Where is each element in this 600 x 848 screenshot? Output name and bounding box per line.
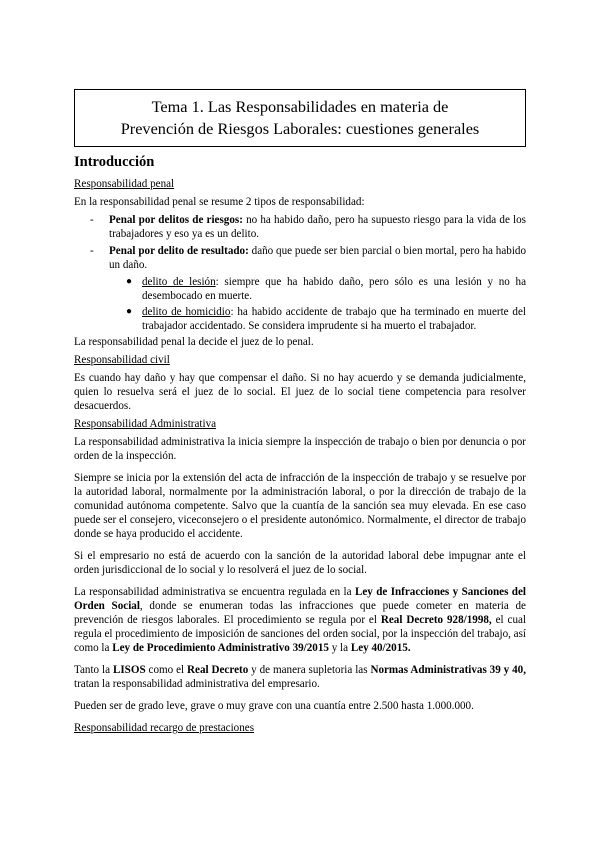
penal-heading: Responsabilidad penal xyxy=(74,178,175,190)
admin-p5-text-c: como el xyxy=(145,664,188,676)
recargo-heading: Responsabilidad recargo de prestaciones xyxy=(74,722,255,734)
penal-subitem-lesion-term: delito de lesión xyxy=(142,276,216,288)
penal-subitem-homicidio-text: : ha habido accidente de trabajo que ha terminado en muerte del trabajador accidentado. Se considera imprudente si ha muerto el trabajador. xyxy=(142,306,526,332)
penal-item-riesgos-text: no ha habido daño, pero ha supuesto riesgo para la vida de los trabajadores y eso ya es un delito. xyxy=(109,214,527,240)
admin-p5-text-e: y de manera supletoria las xyxy=(248,664,371,676)
admin-p4-text-c: , donde se enumeran todas las infracciones que puede cometer en materia de prevención de riesgos laborales. El procedimiento se regula por el xyxy=(74,600,526,626)
admin-p4-ley-40: Ley 40/2015. xyxy=(350,642,411,654)
document-body xyxy=(74,154,526,739)
admin-p5-normas: Normas Administrativas 39 y 40, xyxy=(370,664,527,676)
intro-heading: Introducción xyxy=(74,154,155,170)
penal-item-riesgos xyxy=(74,213,526,241)
admin-p4-text-g: y la xyxy=(328,642,351,654)
penal-subitem-homicidio-term: delito de homicidio xyxy=(142,306,231,318)
admin-p4-text-a: La responsabilidad administrativa se encuentra regulada en la xyxy=(74,586,355,598)
penal-item-resultado-label: Penal por delito de resultado: xyxy=(109,245,249,257)
civil-text: Es cuando hay daño y hay que compensar el daño. Si no hay acuerdo y se demanda judicialmente, quien lo resuelva será el juez de lo social. El juez de lo social tiene competencia para resolver desacuerdos. xyxy=(74,372,526,412)
admin-p4-ley-39: Ley de Procedimiento Administrativo 39/2015 xyxy=(112,642,329,654)
admin-p5-text-g: tratan la responsabilidad administrativa del empresario. xyxy=(74,678,320,690)
title-line-1: Tema 1. Las Responsabilidades en materia de xyxy=(151,97,449,116)
admin-paragraph-5 xyxy=(74,663,526,691)
dash-marker: - xyxy=(90,245,94,257)
admin-p4-text-e: el cual regula el procedimiento de imposición de sanciones del orden social, por la inspección del trabajo, así como la xyxy=(74,614,527,654)
admin-paragraph-6: Pueden ser de grado leve, grave o muy grave con una cuantía entre 2.500 hasta 1.000.000. xyxy=(74,700,474,712)
admin-paragraph-2: Siempre se inicia por la extensión del acta de infracción de la inspección de trabajo y se resuelve por la autoridad laboral, normalmente por la administración laboral, o por la dirección de trabajo de la comunidad autónoma competente. Salvo que la cuantía de la sanción sea muy elevada. En ese caso puede ser el consejero, viceconsejero o el presidente autonómico. Normalmente, el director de trabajo donde se haya producido el accidente. xyxy=(74,472,526,540)
admin-p5-real-decreto: Real Decreto xyxy=(187,664,249,676)
admin-p4-lisos: Ley de Infracciones y Sanciones del Orden Social xyxy=(74,586,526,612)
penal-subitem-homicidio xyxy=(74,305,526,333)
civil-heading: Responsabilidad civil xyxy=(74,354,170,366)
admin-p4-real-decreto: Real Decreto 928/1998, xyxy=(380,614,492,626)
admin-paragraph-3: Si el empresario no está de acuerdo con la sanción de la autoridad laboral debe impugnar ante el orden jurisdiccional de lo social y lo resolverá el juez de lo social. xyxy=(74,550,526,576)
penal-item-resultado-text: daño que puede ser bien parcial o bien mortal, pero ha habido un daño. xyxy=(109,245,526,271)
dash-marker: - xyxy=(90,214,94,226)
admin-paragraph-4 xyxy=(74,585,526,655)
title-box xyxy=(74,89,526,147)
penal-item-riesgos-label: Penal por delitos de riesgos: xyxy=(109,214,243,226)
admin-p5-text-a: Tanto la xyxy=(74,664,113,676)
penal-subitem-lesion xyxy=(74,275,526,303)
penal-lead: En la responsabilidad penal se resume 2 tipos de responsabilidad: xyxy=(74,196,365,208)
penal-item-resultado xyxy=(74,244,526,272)
admin-p5-lisos: LISOS xyxy=(112,664,146,676)
admin-heading: Responsabilidad Administrativa xyxy=(74,418,217,430)
penal-subitem-lesion-text: : siempre que ha habido daño, pero sólo es una lesión y no ha desembocado en muerte. xyxy=(142,276,526,302)
penal-closing: La responsabilidad penal la decide el juez de lo penal. xyxy=(74,336,314,348)
bullet-icon: ● xyxy=(126,276,133,287)
title-line-2: Prevención de Riesgos Laborales: cuestiones generales xyxy=(120,119,480,138)
bullet-icon: ● xyxy=(126,306,133,317)
admin-paragraph-1: La responsabilidad administrativa la inicia siempre la inspección de trabajo o bien por denuncia o por orden de la inspección. xyxy=(74,436,526,462)
